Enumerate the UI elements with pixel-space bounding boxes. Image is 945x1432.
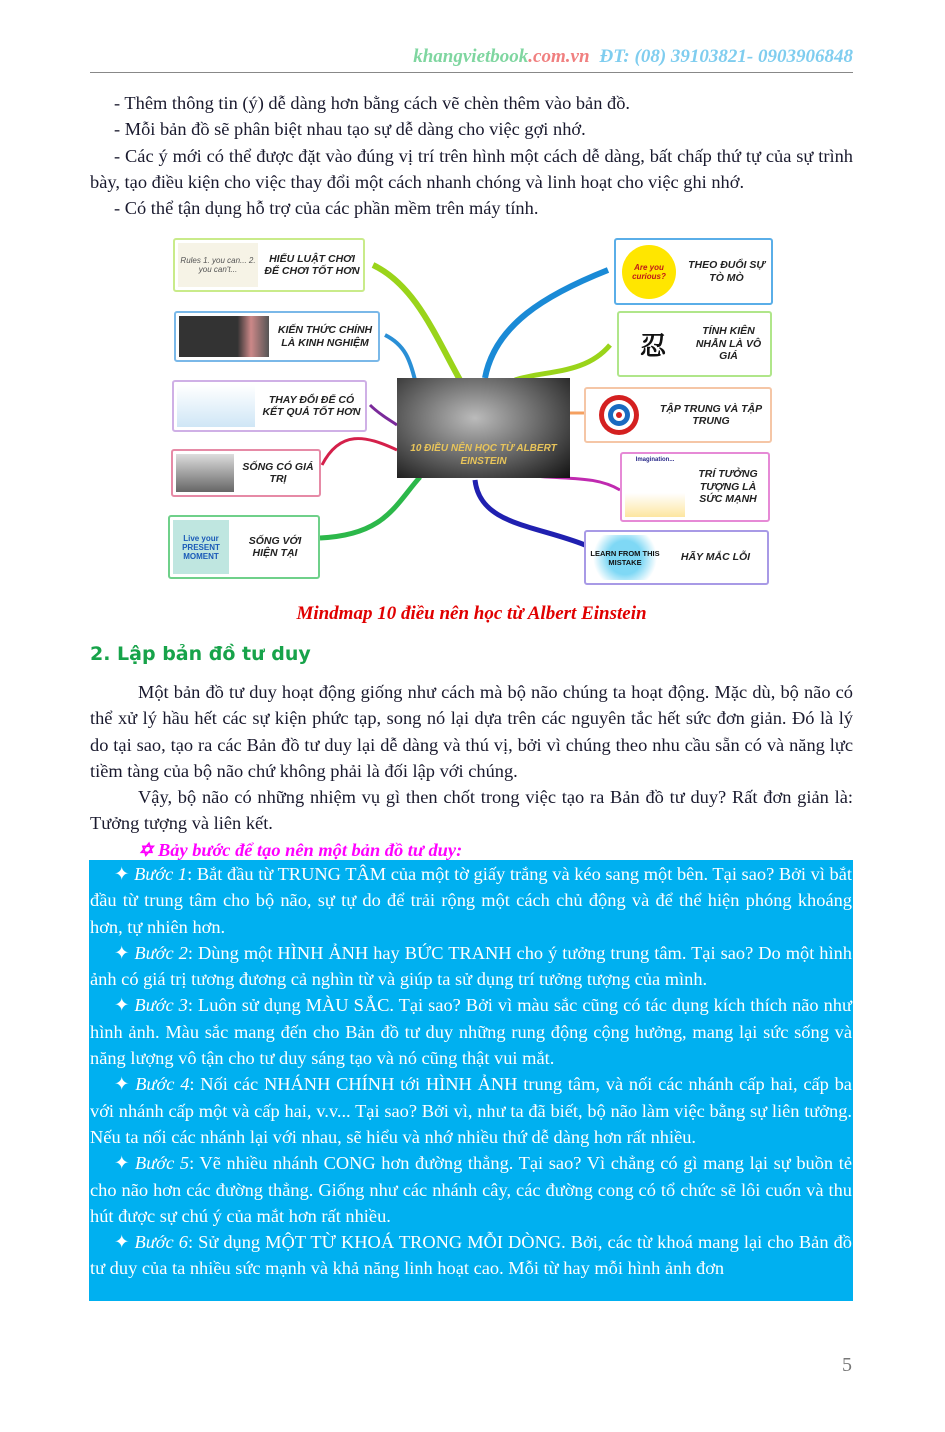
step-text: : Dùng một HÌNH ẢNH hay BỨC TRANH cho ý tưởng trung tâm. Tại sao? Do một hình ảnh có giá trị tương đương cả nghìn từ và giúp ta sử dụng trí tưởng tượng của mình. <box>90 942 852 990</box>
mindmap-node <box>584 530 769 585</box>
central-image-einstein <box>397 378 570 478</box>
step-text: : Bắt đầu từ TRUNG TÂM của một tờ giấy trắng và kéo sang một bên. Tại sao? Bởi vì bắt đầu từ trung tâm cho bộ não, sự tự do để trải rộng một cách chủ động và để thể hiện phóng khoáng hơn, tự nhiên hơn. <box>90 864 852 937</box>
step-item <box>90 1071 852 1150</box>
curious-thumbnail: Are you curious? <box>622 245 676 299</box>
steps-highlight-block <box>89 860 853 1301</box>
mindmap-node <box>620 452 770 522</box>
step-item <box>90 940 852 993</box>
site-name: khangvietbook <box>413 46 529 67</box>
step-name: Bước 5 <box>135 1153 190 1174</box>
plant-thumbnail <box>176 454 234 492</box>
page-number: 5 <box>842 1354 852 1376</box>
step-text: : Nối các NHÁNH CHÍNH tới HÌNH ẢNH trung tâm, và nối các nhánh cấp hai, cấp ba với nhánh cấp một và cấp hai, v.v... Tại sao? Bởi vì, như ta đã biết, bộ não làm việc bằng sự liên tưởng. Nếu ta nối các nhánh lại với nhau, sẽ hiểu và nhớ nhiều thứ dễ dàng hơn rất nhiều. <box>90 1074 852 1147</box>
mindmap-node <box>174 311 380 362</box>
node-label: KIẾN THỨC CHÍNH LÀ KINH NGHIỆM <box>277 324 373 349</box>
node-label: TÍNH KIÊN NHẪN LÀ VÔ GIÁ <box>695 325 762 363</box>
node-label: SỐNG VỚI HIỆN TẠI <box>248 534 302 559</box>
paragraph: Một bản đồ tư duy hoạt động giống như cách mà bộ não chúng ta hoạt động. Mặc dù, bộ não có thể xử lý hầu hết các sự kiện phức tạp, song nó lại dựa trên các nguyên tắc hết sức đơn giản. Đó là lý do tại sao, tạo ra các Bản đồ tư duy lại dễ dàng và thú vị, bởi vì chúng theo nhu cầu sẵn có và năng lực tiềm tàng của bộ não chứ không phải là đối lập với chúng. <box>90 682 853 781</box>
advantages-list <box>90 90 853 221</box>
mindmap-figure <box>165 235 780 587</box>
imagination-thumbnail: Imagination... <box>625 457 685 517</box>
knowledge-thumbnail <box>179 316 269 357</box>
node-label: TRÍ TƯỞNG TƯỢNG LÀ SỨC MẠNH <box>698 468 758 506</box>
mindmap-node <box>172 380 367 432</box>
header-phone: ĐT: (08) 39103821- 0903906848 <box>599 46 853 67</box>
sparkle-icon: ✦ <box>114 1074 130 1095</box>
step-name: Bước 6 <box>134 1232 188 1253</box>
calligraphy-thumbnail: 忍 <box>639 331 666 362</box>
step-item <box>90 861 852 940</box>
page-header <box>90 46 853 68</box>
node-label: HIỂU LUẬT CHƠI ĐỂ CHƠI TỐT HƠN <box>264 252 360 277</box>
site-domain: .com.vn <box>528 46 590 67</box>
steps-list <box>89 860 853 1282</box>
body-text <box>90 679 853 863</box>
bullet-item: - Thêm thông tin (ý) dễ dàng hơn bằng cách vẽ chèn thêm vào bản đồ. <box>114 93 630 113</box>
mindmap-node <box>171 449 321 497</box>
sparkle-icon: ✦ <box>114 995 130 1016</box>
bullet-item: - Các ý mới có thể được đặt vào đúng vị trí trên hình một cách dễ dàng, bất chấp thứ tự của sự trình bày, tạo điều kiện cho việc thay đổi một cách nhanh chóng và linh hoạt cho việc ghi nhớ. <box>90 145 853 192</box>
step-item <box>90 1229 852 1282</box>
step-item <box>90 1150 852 1229</box>
sparkle-icon: ✦ <box>114 864 130 884</box>
node-label: HÃY MẮC LỖI <box>680 551 751 564</box>
node-label: THEO ĐUỔI SỰ TÒ MÒ <box>688 259 765 284</box>
live-present-thumbnail: Live your PRESENT MOMENT <box>173 520 229 574</box>
sparkle-icon: ✦ <box>114 1153 130 1174</box>
header-divider <box>90 72 853 73</box>
mindmap-node <box>617 311 772 377</box>
step-name: Bước 2 <box>134 942 188 963</box>
sparkle-icon: ✦ <box>114 942 130 963</box>
paragraph: Vậy, bộ não có những nhiệm vụ gì then chốt trong việc tạo ra Bản đồ tư duy? Rất đơn giản là: Tưởng tượng và liên kết. <box>90 787 853 834</box>
step-name: Bước 4 <box>135 1074 190 1095</box>
mindmap-node <box>614 238 773 305</box>
step-text: : Vẽ nhiều nhánh CONG hơn đường thẳng. Tại sao? Vì chẳng có gì mang lại sự buồn tẻ cho não hơn các đường thẳng. Giống như các nhánh cây, các đường cong có tổ chức sẽ lôi cuốn và thu hút được sự chú ý của mắt hơn rất nhiều. <box>90 1153 852 1226</box>
section-heading: 2. Lập bản đồ tư duy <box>90 643 311 665</box>
sparkle-icon: ✦ <box>114 1232 130 1253</box>
mindmap-node <box>173 238 365 292</box>
node-label: SỐNG CÓ GIÁ TRỊ <box>242 460 314 485</box>
mistake-thumbnail: LEARN FROM THIS MISTAKE <box>589 535 661 580</box>
central-topic: 10 ĐIỀU NÊN HỌC TỪ ALBERT EINSTEIN <box>410 443 557 467</box>
node-label: TẬP TRUNG VÀ TẬP TRUNG <box>659 402 763 427</box>
fishbowl-thumbnail <box>177 385 255 427</box>
bullet-item: - Mỗi bản đồ sẽ phân biệt nhau tạo sự dễ dàng cho việc gợi nhớ. <box>114 119 586 140</box>
node-label: THAY ĐỔI ĐỂ CÓ KẾT QUẢ TỐT HƠN <box>262 393 361 418</box>
step-text: : Sử dụng MỘT TỪ KHOÁ TRONG MỖI DÒNG. Bởi, các từ khoá mang lại cho Bản đồ tư duy của ta nhiều sức mạnh và khả năng linh hoạt cao. Mỗi từ hay mỗi hình ảnh đơn <box>90 1232 852 1279</box>
rules-thumbnail: Rules 1. you can... 2. you can't... <box>178 243 258 287</box>
step-item <box>90 992 852 1071</box>
bullet-item: - Có thể tận dụng hỗ trợ của các phần mềm trên máy tính. <box>114 198 539 219</box>
step-name: Bước 3 <box>134 995 188 1016</box>
steps-subheading: ✡ Bảy bước để tạo nên một bản đồ tư duy: <box>138 839 463 860</box>
step-name: Bước 1 <box>134 864 188 884</box>
mindmap-node <box>584 387 772 443</box>
figure-caption: Mindmap 10 điều nên học từ Albert Einstein <box>296 603 647 624</box>
target-icon <box>589 392 649 438</box>
step-text: : Luôn sử dụng MÀU SẮC. Tại sao? Bởi vì màu sắc cũng có tác dụng kích thích não như hình ảnh. Màu sắc mang đến cho Bản đồ tư duy những rung động cộng hưởng, mang lại sức sống và năng lượng vô tận cho tư duy sáng tạo và nó cũng thật vui mắt. <box>90 995 852 1069</box>
mindmap-node <box>168 515 320 579</box>
